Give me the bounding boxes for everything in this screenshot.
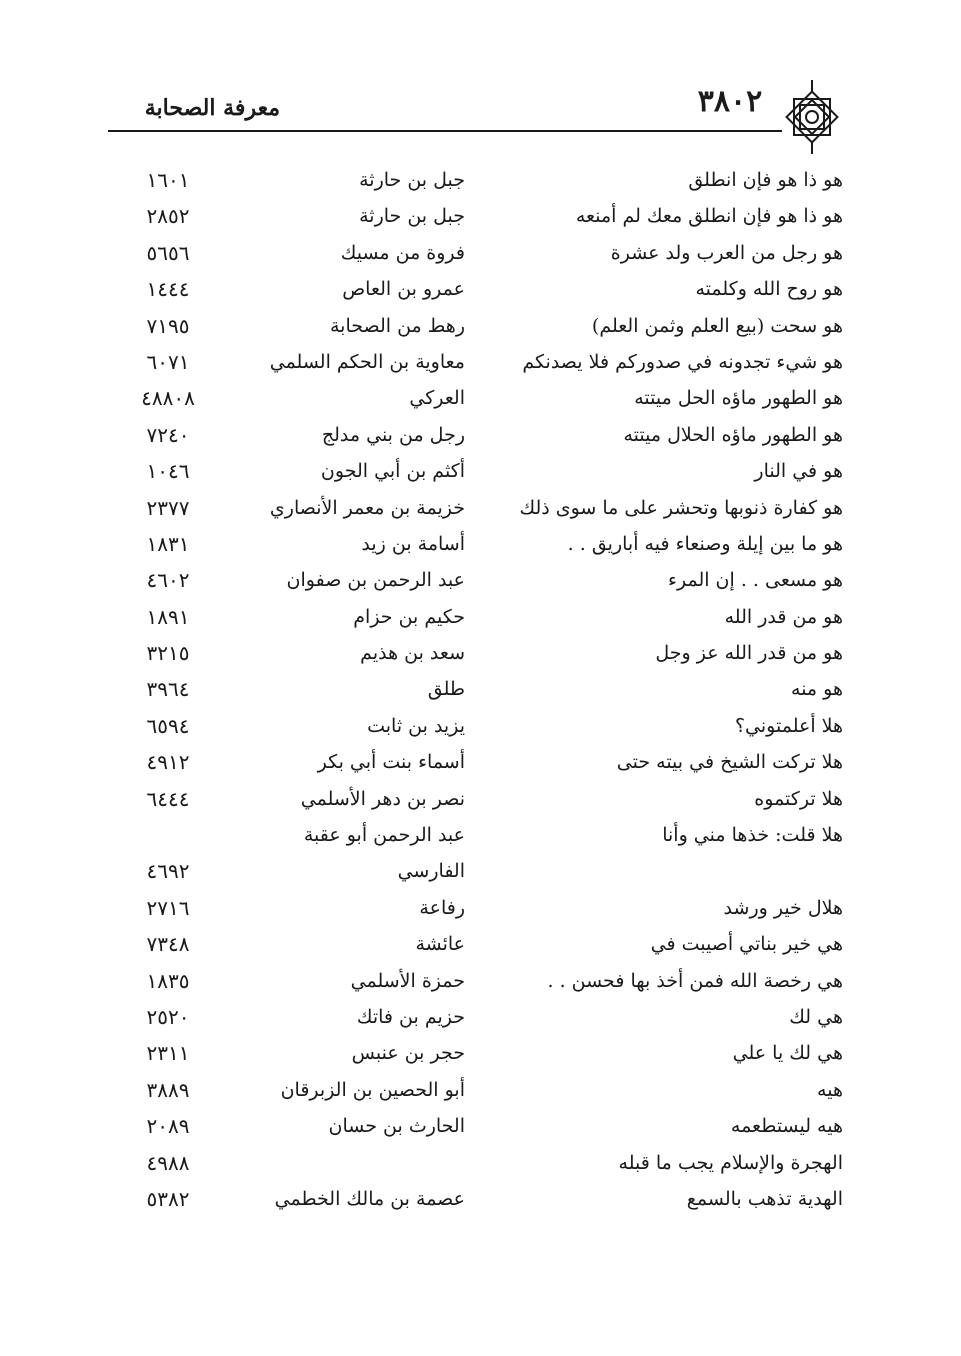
table-row bbox=[0, 1072, 961, 1108]
reference-number: ٥٣٨٢ bbox=[146, 1186, 190, 1211]
narrator-name: رجل من بني مدلج bbox=[321, 423, 465, 446]
reference-number: ٥٦٥٦ bbox=[146, 240, 190, 265]
hadith-text: هلا تركتموه bbox=[754, 787, 843, 810]
table-row bbox=[0, 271, 961, 307]
hadith-text: هو ما بين إيلة وصنعاء فيه أباريق . . bbox=[567, 532, 843, 555]
table-row bbox=[0, 963, 961, 999]
table-row bbox=[0, 817, 961, 853]
index-table bbox=[0, 162, 961, 1217]
hadith-text: هلال خير ورشد bbox=[723, 896, 843, 919]
reference-number: ٦٥٩٤ bbox=[146, 713, 190, 738]
narrator-name: عبد الرحمن بن صفوان bbox=[286, 569, 465, 592]
reference-number: ٢٧١٦ bbox=[146, 895, 190, 920]
hadith-text: هو شيء تجدونه في صدوركم فلا يصدنكم bbox=[522, 350, 843, 373]
reference-number: ١٨٩١ bbox=[146, 604, 190, 629]
narrator-name: يزيد بن ثابت bbox=[367, 714, 465, 737]
table-row bbox=[0, 853, 961, 889]
header-divider bbox=[108, 130, 782, 132]
narrator-name: أبو الحصين بن الزبرقان bbox=[280, 1078, 465, 1101]
narrator-name: عمرو بن العاص bbox=[342, 278, 465, 301]
hadith-text: هو سحت (بيع العلم وثمن العلم) bbox=[591, 314, 843, 337]
narrator-name: جبل بن حارثة bbox=[359, 169, 465, 191]
page-number: ٣٨٠٢ bbox=[697, 84, 763, 119]
reference-number: ٤٦٩٢ bbox=[146, 859, 190, 884]
hadith-text: هو ذا هو فإن انطلق معك لم أمنعه bbox=[575, 205, 843, 228]
hadith-text: هو منه bbox=[791, 678, 843, 701]
table-row bbox=[0, 526, 961, 562]
narrator-name: جبل بن حارثة bbox=[359, 205, 465, 228]
reference-number: ٤٩٨٨ bbox=[146, 1150, 190, 1175]
table-row bbox=[0, 599, 961, 635]
reference-number: ٣٨٨٩ bbox=[146, 1077, 190, 1102]
narrator-name: رفاعة bbox=[419, 896, 465, 919]
hadith-text: هو من قدر الله عز وجل bbox=[655, 642, 843, 665]
table-row bbox=[0, 380, 961, 416]
narrator-name: معاوية بن الحكم السلمي bbox=[269, 350, 465, 373]
narrator-name: العركي bbox=[409, 387, 465, 410]
narrator-name: أسماء بنت أبي بكر bbox=[317, 751, 465, 774]
hadith-text: هي لك يا علي bbox=[732, 1042, 843, 1065]
narrator-name: عصمة بن مالك الخطمي bbox=[274, 1187, 465, 1210]
hadith-text: هي لك bbox=[789, 1005, 843, 1028]
hadith-text: هو الطهور ماؤه الحل ميتته bbox=[634, 387, 843, 410]
narrator-name: حزيم بن فاتك bbox=[356, 1005, 465, 1028]
narrator-name: عائشة bbox=[415, 933, 465, 956]
reference-number: ٤٨٨٠٨ bbox=[141, 386, 195, 411]
narrator-name: فروة من مسيك bbox=[340, 241, 465, 264]
reference-number: ١٨٣٥ bbox=[146, 968, 190, 993]
table-row bbox=[0, 490, 961, 526]
reference-number: ٤٦٠٢ bbox=[146, 568, 190, 593]
narrator-name: الفارسي bbox=[397, 860, 465, 883]
reference-number: ١٠٤٦ bbox=[146, 459, 190, 484]
reference-number: ٧١٩٥ bbox=[146, 313, 190, 338]
eight-point-star-ornament-icon bbox=[782, 78, 842, 156]
reference-number: ٢٣٧٧ bbox=[146, 495, 190, 520]
reference-number: ٤٩١٢ bbox=[146, 750, 190, 775]
narrator-name: أسامة بن زيد bbox=[361, 532, 465, 555]
table-row bbox=[0, 1035, 961, 1071]
narrator-name: خزيمة بن معمر الأنصاري bbox=[269, 496, 465, 519]
hadith-text: هو ذا هو فإن انطلق bbox=[688, 169, 843, 191]
narrator-name: رهط من الصحابة bbox=[329, 314, 465, 337]
reference-number: ٦٤٤٤ bbox=[146, 786, 190, 811]
table-row bbox=[0, 671, 961, 707]
table-row bbox=[0, 1108, 961, 1144]
table-row bbox=[0, 744, 961, 780]
hadith-text: الهدية تذهب بالسمع bbox=[686, 1187, 843, 1210]
hadith-text: هو من قدر الله bbox=[724, 605, 843, 628]
hadith-text: هو روح الله وكلمته bbox=[695, 278, 843, 301]
table-row bbox=[0, 1145, 961, 1181]
table-row bbox=[0, 453, 961, 489]
reference-number: ٦٠٧١ bbox=[146, 349, 190, 374]
narrator-name: عبد الرحمن أبو عقبة bbox=[303, 824, 465, 847]
hadith-text: هو كفارة ذنوبها وتحشر على ما سوى ذلك bbox=[519, 496, 843, 519]
table-row bbox=[0, 999, 961, 1035]
hadith-text: هيه ليستطعمه bbox=[730, 1115, 843, 1138]
table-row bbox=[0, 635, 961, 671]
narrator-name: حكيم بن حزام bbox=[353, 605, 465, 628]
reference-number: ١٦٠١ bbox=[146, 168, 190, 192]
running-title: معرفة الصحابة bbox=[144, 95, 280, 121]
narrator-name: الحارث بن حسان bbox=[328, 1115, 465, 1138]
reference-number: ٧٣٤٨ bbox=[146, 932, 190, 957]
table-row bbox=[0, 344, 961, 380]
hadith-text: الهجرة والإسلام يجب ما قبله bbox=[618, 1151, 843, 1174]
hadith-text: هو رجل من العرب ولد عشرة bbox=[610, 241, 843, 264]
table-row bbox=[0, 235, 961, 271]
table-row bbox=[0, 1181, 961, 1217]
table-row bbox=[0, 926, 961, 962]
hadith-text bbox=[503, 853, 843, 889]
table-row bbox=[0, 890, 961, 926]
hadith-text: هو في النار bbox=[754, 460, 843, 483]
reference-number: ٢٣١١ bbox=[146, 1041, 190, 1066]
reference-number: ٣٩٦٤ bbox=[146, 677, 190, 702]
narrator-name: أكثم بن أبي الجون bbox=[320, 460, 465, 483]
narrator-name: طلق bbox=[427, 678, 465, 701]
reference-number: ٢٨٥٢ bbox=[146, 204, 190, 229]
reference-number: ٣٢١٥ bbox=[146, 641, 190, 666]
table-row bbox=[0, 562, 961, 598]
table-row bbox=[0, 708, 961, 744]
narrator-name: نصر بن دهر الأسلمي bbox=[300, 787, 465, 810]
table-row bbox=[0, 198, 961, 234]
narrator-name: سعد بن هذيم bbox=[360, 642, 465, 665]
hadith-text: هيه bbox=[817, 1078, 843, 1101]
narrator-name: حمزة الأسلمي bbox=[350, 969, 465, 992]
reference-number: ٢٠٨٩ bbox=[146, 1114, 190, 1139]
table-row bbox=[0, 417, 961, 453]
reference-number: ٢٥٢٠ bbox=[146, 1004, 190, 1029]
narrator-name: حجر بن عنبس bbox=[351, 1042, 465, 1065]
hadith-text: هي خير بناتي أصيبت في bbox=[650, 933, 843, 956]
table-row bbox=[0, 308, 961, 344]
hadith-text: هو الطهور ماؤه الحلال ميتته bbox=[623, 423, 843, 446]
hadith-text: هلا تركت الشيخ في بيته حتى bbox=[616, 751, 843, 774]
reference-number: ٧٢٤٠ bbox=[146, 422, 190, 447]
hadith-text: هلا أعلمتوني؟ bbox=[734, 714, 843, 737]
table-row bbox=[0, 781, 961, 817]
hadith-text: هو مسعى . . إن المرء bbox=[668, 569, 843, 592]
reference-number bbox=[118, 817, 218, 853]
reference-number: ١٨٣١ bbox=[146, 531, 190, 556]
table-row bbox=[0, 162, 961, 198]
hadith-text: هي رخصة الله فمن أخذ بها فحسن . . bbox=[547, 969, 843, 992]
hadith-text: هلا قلت: خذها مني وأنا bbox=[662, 824, 843, 847]
narrator-name bbox=[245, 1145, 465, 1181]
reference-number: ١٤٤٤ bbox=[146, 277, 190, 302]
